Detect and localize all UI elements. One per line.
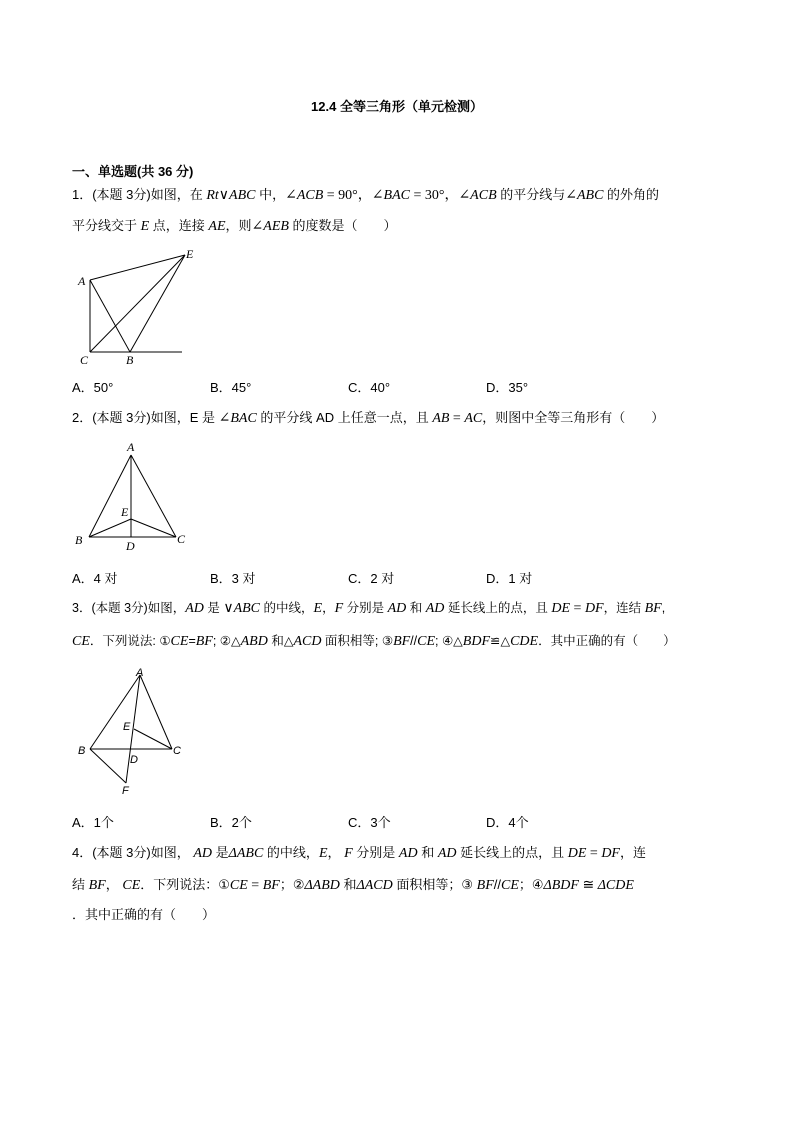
q1-label-a: A	[78, 274, 86, 288]
q2-option-b[interactable]: B．3 对	[210, 571, 256, 586]
q3-option-b[interactable]: B．2个	[210, 815, 252, 830]
q4-line3: ．其中正确的有（ ）	[72, 907, 216, 922]
q1-label-e: E	[186, 247, 194, 261]
q2-segment-ab	[89, 455, 131, 537]
q2-label-d: D	[126, 539, 135, 553]
q1-label-b: B	[126, 353, 134, 367]
q3-label-e: E	[123, 721, 131, 733]
q1-segment-ae	[90, 255, 185, 280]
q1-line1: 1．(本题 3分)如图，在 Rt∨ABC 中，∠ACB = 90°，∠BAC = 30°，∠ACB 的平分线与∠ABC 的外角的	[72, 187, 660, 203]
q3-segment-ab	[90, 675, 140, 749]
q3-line2: CE．下列说法: ①CE=BF; ②△ABD 和△ACD 面积相等; ③BF//CE; ④△BDF≌△CDE．其中正确的有（ ）	[72, 634, 676, 649]
q1-segment-ce	[90, 255, 185, 352]
q2-label-b: B	[75, 533, 83, 547]
q1-line2: 平分线交于 E 点，连接 AE，则∠AEB 的度数是（ ）	[72, 218, 397, 234]
section-heading: 一、单选题(共 36 分)	[72, 164, 194, 179]
q1-figure	[72, 245, 192, 370]
q3-segment-ce	[134, 729, 172, 749]
q1-segment-be	[130, 255, 185, 352]
q3-segment-bf	[90, 749, 126, 783]
q4-line1: 4．(本题 3分)如图， AD 是ΔABC 的中线，E， F 分别是 AD 和 AD 延长线上的点，且 DE = DF，连	[72, 845, 646, 861]
q2-option-d[interactable]: D．1 对	[486, 571, 533, 586]
q2-label-c: C	[177, 532, 186, 546]
q1-option-c[interactable]: C．40°	[348, 380, 391, 395]
q2-segment-ac	[131, 455, 176, 537]
q2-option-c[interactable]: C．2 对	[348, 571, 395, 586]
q1-option-d[interactable]: D．35°	[486, 380, 529, 395]
q3-line1: 3．(本题 3分)如图，AD 是 ∨ABC 的中线，E，F 分别是 AD 和 AD 延长线上的点，且 DE = DF，连结 BF,	[72, 601, 666, 616]
q3-option-d[interactable]: D．4个	[486, 815, 529, 830]
q3-figure	[72, 663, 192, 798]
q4-line2: 结 BF， CE．下列说法：①CE = BF；②ΔABD 和ΔACD 面积相等；③ BF//CE；④ΔBDF ≅ ΔCDE	[72, 877, 634, 893]
q3-label-b: B	[78, 745, 86, 757]
q2-segment-be	[89, 519, 131, 537]
q2-line1: 2．(本题 3分)如图，E 是 ∠BAC 的平分线 AD 上任意一点，且 AB = AC，则图中全等三角形有（ ）	[72, 410, 665, 426]
q1-option-b[interactable]: B．45°	[210, 380, 252, 395]
q1-label-c: C	[80, 353, 89, 367]
page-title: 12.4 全等三角形（单元检测）	[311, 99, 483, 114]
q1-option-a[interactable]: A．50°	[72, 380, 114, 395]
q3-option-a[interactable]: A．1个	[72, 815, 114, 830]
q3-option-c[interactable]: C．3个	[348, 815, 391, 830]
q3-label-c: C	[173, 745, 181, 757]
q3-label-f: F	[122, 785, 129, 797]
q1-segment-ab	[90, 280, 130, 352]
q3-label-a: A	[136, 667, 144, 679]
q2-segment-ce	[131, 519, 176, 537]
q2-option-a[interactable]: A．4 对	[72, 571, 118, 586]
q2-figure	[72, 437, 197, 557]
q2-label-a: A	[127, 440, 135, 454]
q3-label-d: D	[130, 754, 138, 766]
q2-label-e: E	[121, 505, 129, 519]
q3-segment-ac	[140, 675, 172, 749]
